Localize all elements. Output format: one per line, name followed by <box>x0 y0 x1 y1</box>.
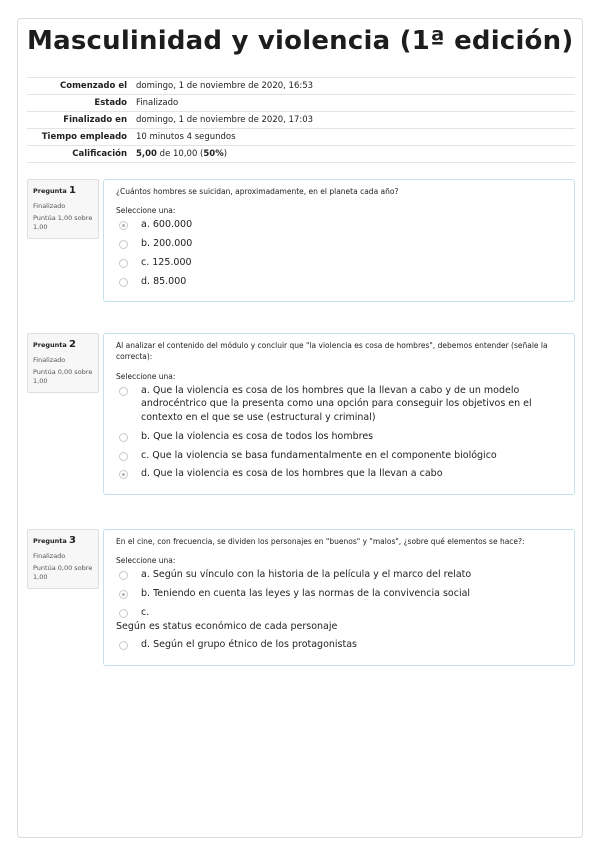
grade-mid: de 10,00 ( <box>156 149 204 159</box>
radio-button[interactable] <box>119 259 128 268</box>
radio-button-selected[interactable] <box>119 470 128 479</box>
page-title: Masculinidad y violencia (1ª edición) <box>27 26 574 56</box>
summary-row-finished <box>27 112 575 129</box>
question-number-value: 3 <box>69 535 77 546</box>
summary-row-time <box>27 129 575 146</box>
answer-option-label <box>116 606 563 634</box>
question-info-3 <box>27 529 99 589</box>
answer-option-label: c. 125.000 <box>141 256 192 268</box>
question-text: ¿Cuántos hombres se suicidan, aproximadamente, en el planeta cada año? <box>116 187 399 196</box>
started-value: domingo, 1 de noviembre de 2020, 16:53 <box>136 81 314 91</box>
answer-prompt: Seleccione una: <box>116 371 176 381</box>
state-value: Finalizado <box>136 98 179 108</box>
attempt-summary-table <box>27 77 575 163</box>
question-info-2 <box>27 333 99 393</box>
question-number <box>33 184 94 199</box>
answer-option[interactable] <box>116 256 563 270</box>
grade-percent: 50% <box>203 149 224 159</box>
answer-option-label: b. Que la violencia es cosa de todos los hombres <box>141 430 374 442</box>
answer-option-label: d. 85.000 <box>141 275 187 287</box>
question-text: Al analizar el contenido del módulo y concluir que "la violencia es cosa de hombres", debemos entender (señale la correcta): <box>116 341 548 362</box>
started-label: Comenzado el <box>60 81 127 91</box>
grade-score: 5,00 <box>136 149 157 159</box>
answer-option[interactable] <box>116 430 563 444</box>
answer-option-label: c. Que la violencia se basa fundamentalmente en el componente biológico <box>141 449 497 461</box>
summary-row-started <box>27 78 575 95</box>
answer-option[interactable] <box>116 467 563 481</box>
question-box-1 <box>103 179 575 302</box>
question-number-value: 2 <box>69 339 77 350</box>
radio-button[interactable] <box>119 452 128 461</box>
answer-option[interactable] <box>116 237 563 251</box>
question-grade: Puntúa 0,00 sobre 1,00 <box>33 367 93 386</box>
question-label: Pregunta <box>33 537 67 545</box>
radio-button[interactable] <box>119 433 128 442</box>
time-value: 10 minutos 4 segundos <box>136 132 236 142</box>
answer-option-label: b. 200.000 <box>141 238 193 250</box>
question-status: Finalizado <box>33 551 66 560</box>
question-info-1 <box>27 179 99 239</box>
answer-option[interactable] <box>116 218 563 232</box>
answer-prompt: Seleccione una: <box>116 556 176 566</box>
summary-row-grade <box>27 146 575 163</box>
grade-value <box>132 146 575 163</box>
answer-option-label: a. 600.000 <box>141 219 193 231</box>
radio-button[interactable] <box>119 571 128 580</box>
answer-option[interactable] <box>116 384 563 425</box>
answer-option-label: a. Según su vínculo con la historia de la película y el marco del relato <box>141 569 472 581</box>
radio-button-selected[interactable] <box>119 221 128 230</box>
radio-button-selected[interactable] <box>119 590 128 599</box>
answer-option[interactable] <box>116 638 563 652</box>
question-status: Finalizado <box>33 355 66 364</box>
answer-option-label: b. Teniendo en cuenta las leyes y las normas de la convivencia social <box>141 588 471 600</box>
time-label: Tiempo empleado <box>41 132 127 142</box>
answer-option-label: d. Según el grupo étnico de los protagonistas <box>141 639 357 651</box>
answer-option[interactable] <box>116 606 563 634</box>
question-number-value: 1 <box>69 185 77 196</box>
grade-label: Calificación <box>72 149 127 159</box>
answer-option[interactable] <box>116 275 563 289</box>
grade-end: ) <box>223 149 228 159</box>
question-box-3 <box>103 529 575 666</box>
question-status: Finalizado <box>33 201 66 210</box>
state-label: Estado <box>94 98 127 108</box>
question-text: En el cine, con frecuencia, se dividen los personajes en "buenos" y "malos", ¿sobre qué elementos se hace?: <box>116 537 525 546</box>
radio-button[interactable] <box>119 387 128 396</box>
question-grade: Puntúa 1,00 sobre 1,00 <box>33 213 93 232</box>
radio-button[interactable] <box>119 278 128 287</box>
question-number <box>33 534 94 549</box>
answer-option[interactable] <box>116 568 563 582</box>
answer-option[interactable] <box>116 449 563 463</box>
question-box-2 <box>103 333 575 495</box>
radio-button[interactable] <box>119 609 128 618</box>
radio-button[interactable] <box>119 641 128 650</box>
answer-option[interactable] <box>116 587 563 601</box>
finished-label: Finalizado en <box>63 115 127 125</box>
question-label: Pregunta <box>33 187 67 195</box>
answer-option-letter: c. <box>141 606 150 618</box>
question-number <box>33 338 94 353</box>
question-grade: Puntúa 0,00 sobre 1,00 <box>33 563 93 582</box>
answer-prompt: Seleccione una: <box>116 206 176 216</box>
answer-option-extra: Según es status económico de cada personaje <box>116 620 338 632</box>
summary-row-state <box>27 95 575 112</box>
question-label: Pregunta <box>33 341 67 349</box>
answer-option-label: d. Que la violencia es cosa de los hombres que la llevan a cabo <box>141 468 443 480</box>
finished-value: domingo, 1 de noviembre de 2020, 17:03 <box>136 115 314 125</box>
answer-option-label: a. Que la violencia es cosa de los hombres que la llevan a cabo y de un modelo androcéntrico que la presenta como una opción para conseguir los objetivos en el contexto en el que se use (estructural y criminal) <box>141 384 532 424</box>
radio-button[interactable] <box>119 240 128 249</box>
